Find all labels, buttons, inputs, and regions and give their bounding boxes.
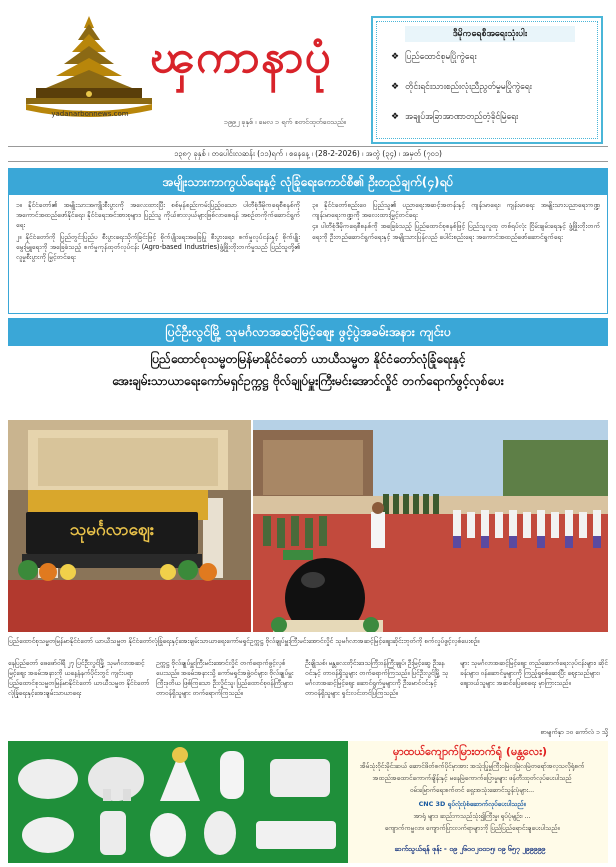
founding-line: ၁၉၉၂ ခုနှစ် ၊ မေလ ၁ ရက် စတင်ထုတ်ဝေသည်။ (224, 118, 346, 126)
story1-left-column (16, 200, 300, 263)
ad-line: အိမ်သုံးဝိုင်းမိုင်းဆယ် ဆောင်ဖိတ်စက်ပိုင်မှာအား အသုံးပြုမှုကြီးဝမြဲလမြဲလမြဲတရော်အလှသလိုရုံစက် (359, 762, 585, 770)
slogan-heading: ဒီမိုကရေစီအရေးသုံးပါး (405, 26, 575, 42)
diamond-bullet-icon: ❖ (391, 52, 400, 62)
diamond-bullet-icon: ❖ (391, 112, 400, 122)
ad-line: ကျောက်ကမ္ဗလာ၊ ကျောက်ပြားလက်ရာများကို ပြည်ပြည်ရောင်းချပေးပါသည်။ (384, 824, 560, 832)
story1-right-column (312, 200, 600, 243)
ad-title: မှာထယ်ကျောက်မြားတက်ရုံ (မန္တလေး) (392, 745, 548, 758)
story2-body-column: များ သုမင်္ဂလာအဆင့်မြင့်ဈေး တည်ဆောက်ရေးလုပ်ငန်းများ၊ ဆိုင်ခန်းများ၊ ဝန်ဆောင်မှုများကို ကြည့်ရှုစစ်ဆေးပြီး ဈေးသည်များ၊ ဈေးဝယ်သူများ အဆင်ပြေစေရေး မှာကြားသည်။ (460, 659, 608, 687)
story2-body-column: ဦးချိုသစ်၊ မန္တလေးတိုင်းဒေသကြီးဝန်ကြီးချုပ်၊ ဦးမြင့်ဆွေ ဦးနေဝင်းနှင့် တာဝန်ရှိသူများ တက်ရောက်ကြသည်။ ပြင်ဦးလွင်မြို့ သုမင်္ဂလာအဆင့်မြင့်ဈေး ဆောင်ရွက်မှုများကို ဦးမောင်ဝင်းနှင့် တာဝန်ရှိသူများ ရှင်းလင်းတင်ပြကြသည်။ (305, 659, 449, 697)
site-url: yadanarbonnews.com (51, 110, 129, 118)
ad-line: အာရုံ များ၊ ဆည်းကသည်သုံး၍ကြီးမှု၊ ရုပ်ပုံမျဉ်း၊ ... (413, 812, 531, 820)
story2-subheadline (8, 348, 608, 392)
market-sign-text: သုမင်္ဂလာဈေး (69, 520, 155, 540)
story1-headline: အမျိုးသားကာကွယ်ရေးနှင့် လုံခြုံရေးကောင်စီ၏ ဦးတည်ချက်(၄)ရပ် (9, 169, 607, 195)
palace-crest-icon (22, 14, 157, 124)
ceremony-photo (253, 420, 608, 632)
story2-body-column: နေပြည်တော် ဖေဖော်ဝါရီ ၂၇ ပြင်ဦးလွင်မြို့ သုမင်္ဂလာအဆင့်မြင့်ဈေး အခမ်းအနားကို ယနေ့နံနက်ပိုင်းတွင် ကျင်းပရာ ပြည်ထောင်စုသမ္မတမြန်မာနိုင်ငံတော် ယာယီသမ္မတ နိုင်ငံတော်လုံခြုံရေးနှင့်အေးချမ်းသာယာရေး (8, 659, 150, 697)
photo-caption: ပြည်ထောင်စုသမ္မတမြန်မာနိုင်ငံတော် ယာယီသမ္မတ နိုင်ငံတော်လုံခြုံရေးနှင့်အေးချမ်းသာယာရေးကော်မရှင်ဥက္ကဋ္ဌ ဗိုလ်ချုပ်မှူးကြီးမင်းအောင်လှိုင် သုမင်္ဂလာအဆင့်မြင့်ဈေးဆိုင်းဘုတ်ကို စက်လှုပ်ဖွင့်လှစ်ပေးစဉ်။ (8, 637, 480, 645)
masthead (0, 0, 616, 148)
slogan-item: ❖ ပြည်ထောင်စုမပြိုကွဲရေး (391, 52, 477, 62)
newspaper-title: ၾကာနာပုံ (150, 29, 332, 83)
story2-body-column: ဥက္ကဋ္ဌ ဗိုလ်ချုပ်မှူးကြီးမင်းအောင်လှိုင် တက်ရောက်ဖွင့်လှစ်ပေးသည်။ အခမ်းအနားသို့ ကော်မရှင်အဖွဲ့ဝင်များ၊ ဗိုလ်ချုပ်မှူးကြီးဒုတိယ ဖြစ်ကြသော ဦးလှိုင်သူ၊ ပြည်ထောင်စုဝန်ကြီးများ၊ တာဝန်ရှိသူများ တက်ရောက်ကြသည်။ (156, 659, 294, 697)
slogan-item: ❖ တိုင်းရင်းသားစည်းလုံးညီညွတ်မှုမပြိုကွဲရေး (391, 82, 532, 92)
subheadline-line: အေးချမ်းသာယာရေးကော်မရှင်ဥက္ကဋ္ဌ ဗိုလ်ချုပ်မှူးကြီးမင်းအောင်လှိုင် တက်ရောက်ဖွင့်လှစ်ပေး (112, 374, 504, 388)
objective-item: ၃။ နိုင်ငံတော်စည်းဝေ ပြည်သူ၏ ပညာရေးအဆင့်အတန်းနှင့် ကျန်းမာရေး၊ ကျန်းမာရေး အမျိုးသားပညာရေးကဏ္ဍ ကျန်းမာရေးကဏ္ဍကို အလေးထားမြှင့်တင်ရေး (312, 201, 600, 220)
marble-statues-image (8, 741, 348, 863)
ad-line: ဝမ်းမြောက်ရေးစက်တင် ရှေးအသုံးဆောင်သွန်းပုံများ... (409, 786, 535, 794)
objective-item: ၄။ ပါတီစုံဒီမိုကရေစီစနစ်ကို အခြေခံသည့် ပြည်ထောင်စုစနစ်ဖြင့် ပြည်သူလူထု တစ်ရပ်လုံး ငြိမ်းချမ်းရေးနှင့် ဖွံ့ဖြိုးတိုးတက်ရေးကို ဦးတည်ဆောင်ရွက်ရေးနှင့် အမျိုးသားပြန်လည် ပေါင်းစည်းရေး အကောင်အထည်ဖော်ဆောင်ရွက်ရေး (312, 222, 600, 241)
objective-item: ၂။ နိုင်ငံတော်ကို ပြည်တွင်းပြည်ပ စီးပွားရေးသိုက်ခြင်းဖြင့် စိုက်ပျိုးရေးအခြေပြု စီးပွားရေး၊ စက်မှုလုပ်ငန်းနှင့် စိုက်ပျိုးမွေးမြူရေးကို အခြေခံသည့် စက်မှုကုန်ထုတ်လုပ်ငန်း (Agro-based Industries)ဖွံ့ဖြိုးတိုးတက်မှုသည် ပြည်သူတို့၏ လူမှုစီးပွားကို မြှင့်တင်ရေး (16, 232, 300, 262)
slogan-box (371, 16, 603, 144)
diamond-bullet-icon: ❖ (391, 82, 400, 92)
continued-on-page: စာမျက်နှာ ၁၀ ကော်လံ ၁ သို့ (540, 728, 608, 736)
story2-headline: ပြင်ဦးလွင်မြို့ သုမင်္ဂလာအဆင့်မြင့်ဈေး ဖွင့်ပွဲအခမ်းအနား ကျင်းပ (8, 318, 608, 346)
dateline: ၁၃၈၇ ခုနှစ် ၊ တပေါင်းလဆန်း (၁၁)ရက် ၊ စနေနေ့ ၊ (28-2-2026) ၊ အတွဲ (၃၄) ၊ အမှတ် (၇၀၁) (8, 146, 608, 162)
market-sign-photo (8, 420, 251, 632)
ad-line: CNC 3D ရုပ်လုံးပုံစံဆောက်လုပ်ပေးပါသည်။ (418, 800, 526, 808)
slogan-item: ❖ အချုပ်အခြာအာဏာတည်တံ့ခိုင်မြဲရေး (391, 112, 519, 122)
subheadline-line: ပြည်ထောင်စုသမ္မတမြန်မာနိုင်ငံတော် ယာယီသမ္မတ နိုင်ငံတော်လုံခြုံရေးနှင့် (150, 352, 466, 366)
objective-item: ၁။ နိုင်ငံတော်၏ အမျိုးသားအကျိုးစီးပွားကို အလေးထားပြီး စစ်မှန်စည်းကမ်းပြည့်ဝသော ပါတီစုံဒီမိုကရေစီစနစ်ကို အကောင်အထည်ဖော်နိုင်ရေး၊ နိုင်ငံရေးအင်အားစုများ၊ ပြည်သူ ကိုယ်စားလှယ်များဖြစ်လာစေရန် အစဉ်တကိုက်ဆောင်ရွက်ရေး (16, 201, 300, 230)
ad-phone: ဆက်သွယ်ရန် ဖုန်း - ၀၉ ၂၆၀၀၂၀၀၁၅၊ ၀၉ ၆၅၇ ၂၉၉၉၉၉ (394, 845, 546, 853)
ad-line: အထည်အထောင်ကောက်ချိန်းနှင့် မနေမြဲကောက်ပြောမှုများ ဖန်တီးထုတ်လုပ်ပေးပါသည် (372, 774, 572, 782)
